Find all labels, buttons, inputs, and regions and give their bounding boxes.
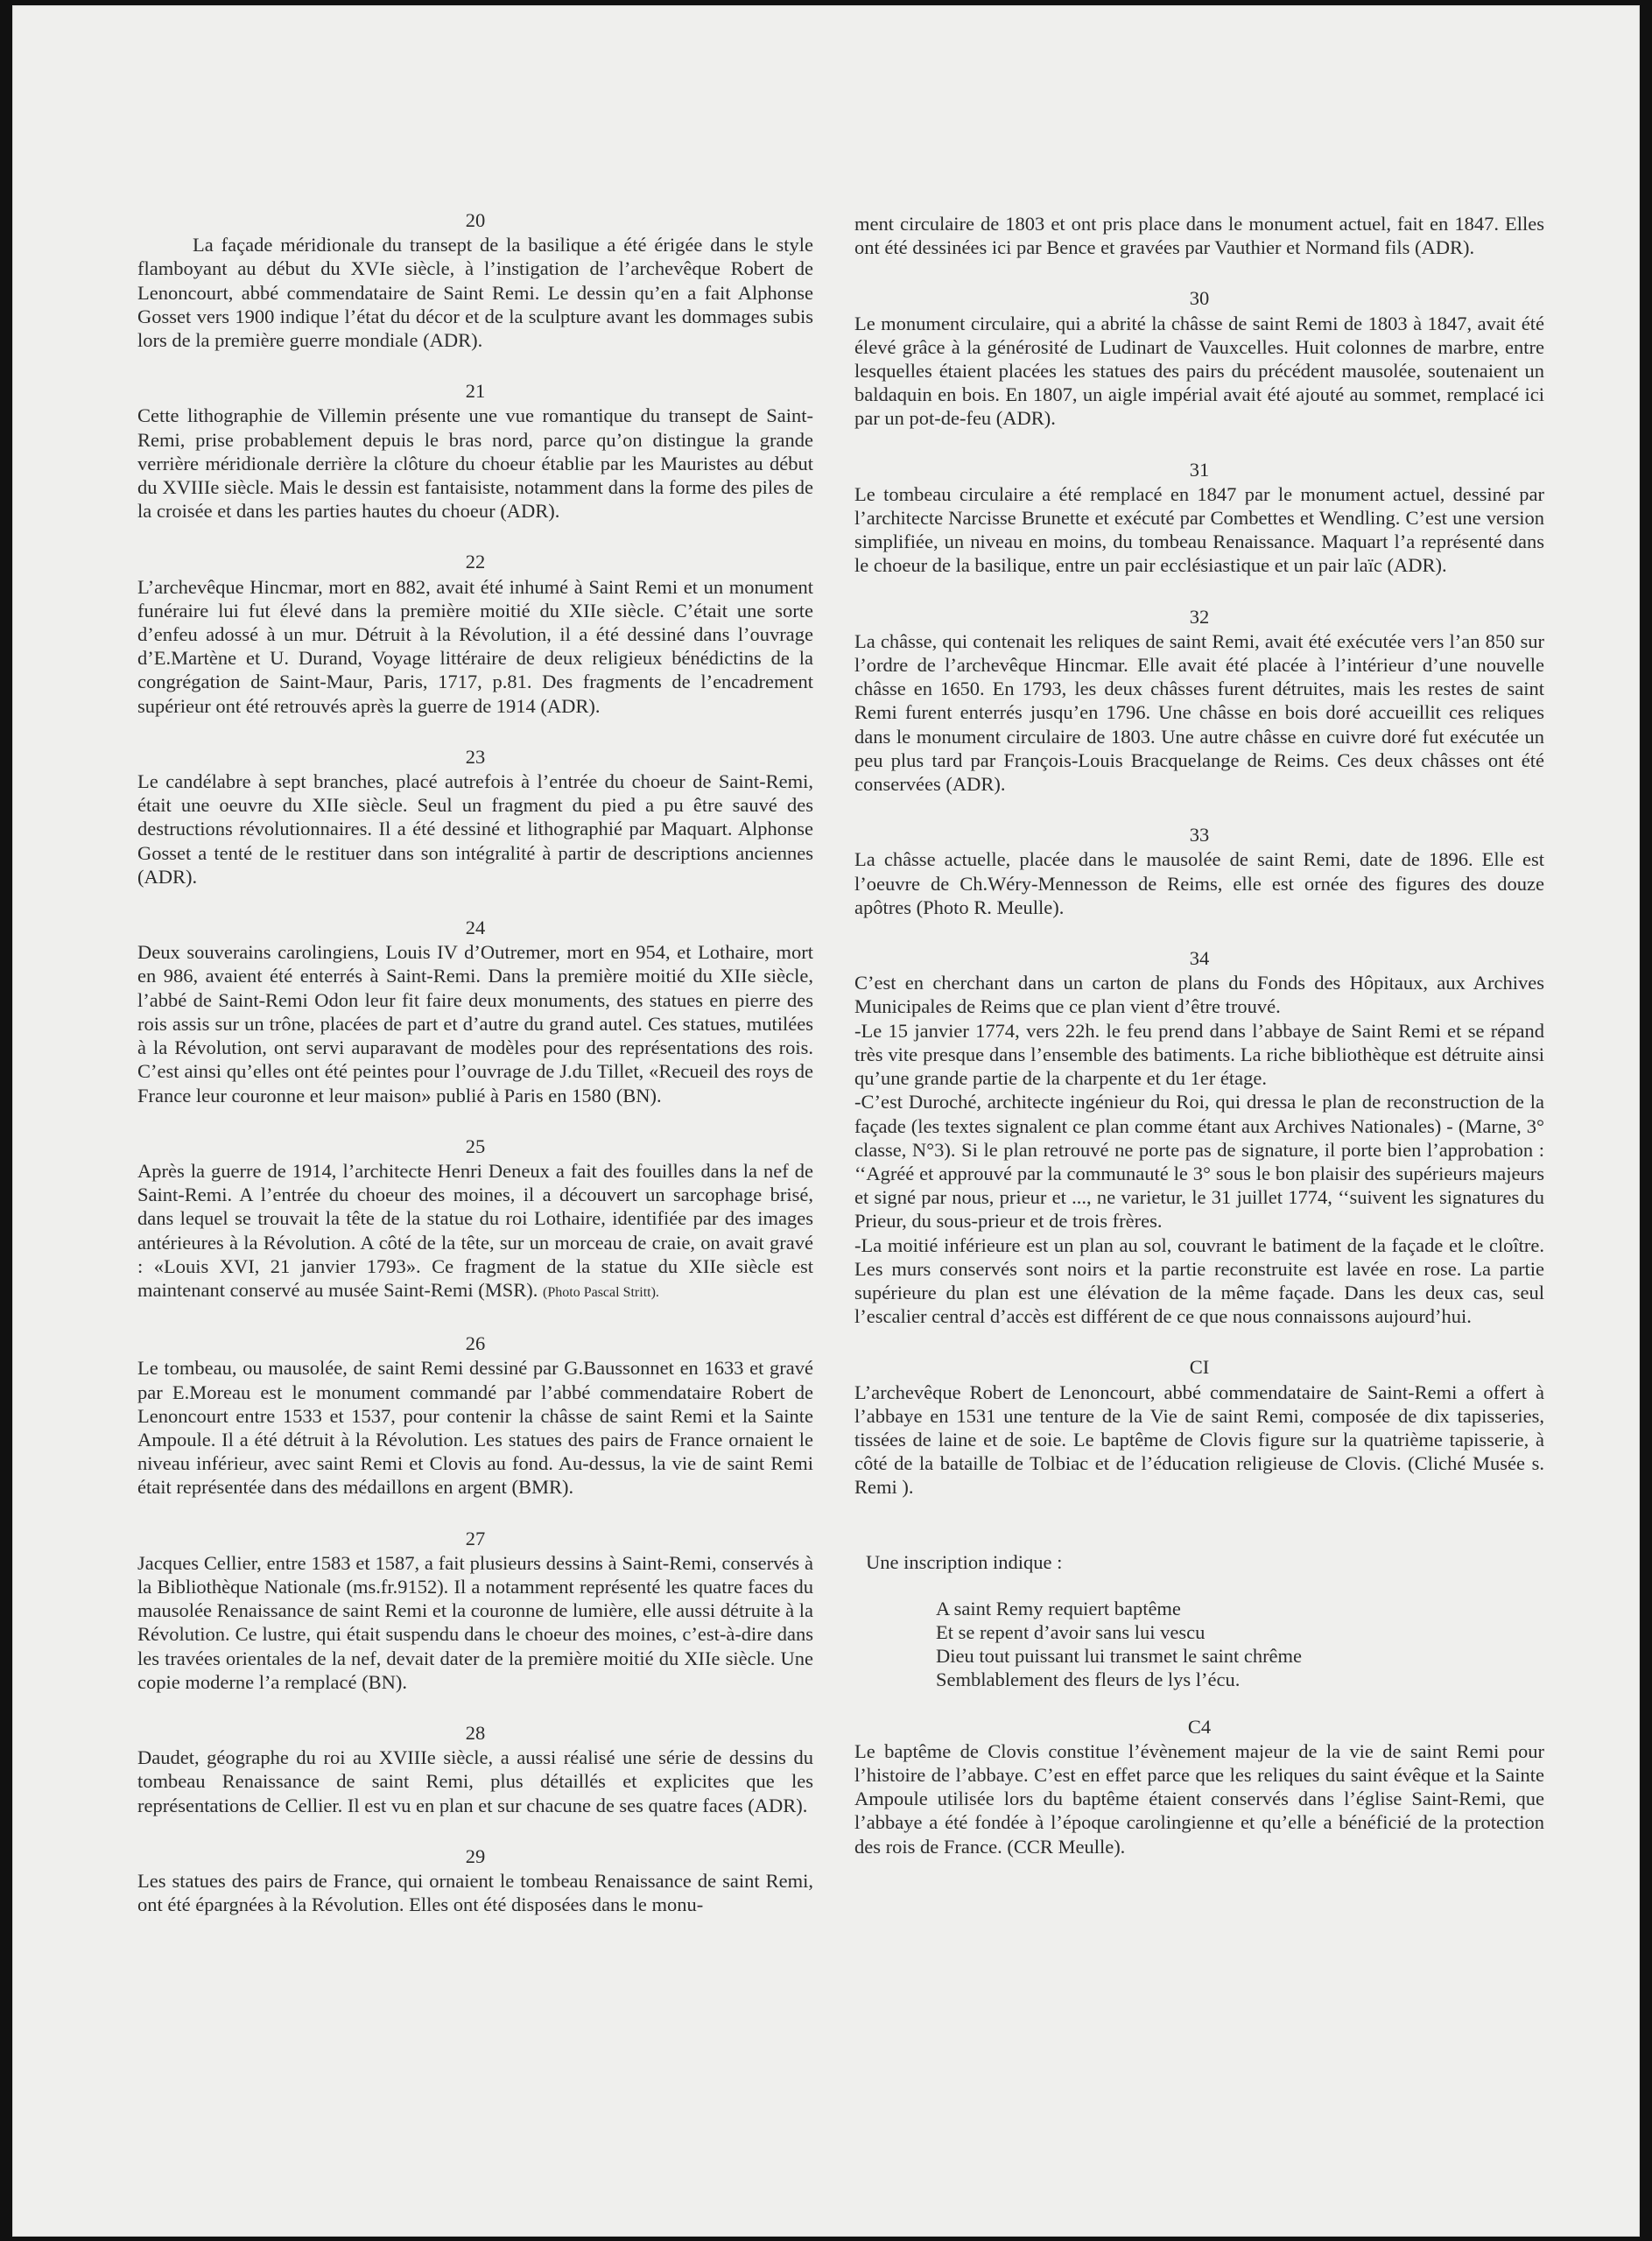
document-page (12, 5, 1640, 2237)
note-number: 25 (465, 1135, 486, 1157)
note-23 (137, 745, 813, 889)
note-29 (137, 1844, 813, 1917)
note-text: Daudet, géographe du roi au XVIIIe siècle, a aussi réalisé une série de dessins du tombeau Renaissance de saint Remi, plus détaillés et explicites que les représentations de Cellier. Il est vu en plan et sur chacune de ses quatre faces (ADR). (137, 1746, 813, 1816)
note-25 (137, 1135, 813, 1304)
note-text: Jacques Cellier, entre 1583 et 1587, a fait plusieurs dessins à Saint-Remi, conservés à la Bibliothèque Nationale (ms.fr.9152). Il a notamment représenté les quatre faces du mausolée Renaissance de saint Remi et la couronne de lumière, elle aussi détruite à la Révolution. Ce lustre, qui était suspendu dans le choeur des moines, c’est-à-dire dans les travées orientales de la nef, devait dater de la première moitié du XIIe siècle. Une copie moderne l’a remplacé (BN). (137, 1551, 813, 1693)
note-body: Après la guerre de 1914, l’architecte Henri Deneux a fait des fouilles dans la nef de Saint-Remi. A l’entrée du choeur des moines, il a découvert un sarcophage brisé, dans lequel se trouvait la tête de la statue du roi Lothaire, identifiée par des images antérieures à la Révolution. A côté de la tête, sur un morceau de craie, on avait gravé : «Louis XVI, 21 janvier 1793». Ce fragment de la statue du XIIe siècle est maintenant conservé au musée Saint-Remi (MSR). (137, 1159, 813, 1301)
note-text: L’archevêque Hincmar, mort en 882, avait été inhumé à Saint Remi et un monument funéraire lui fut élevé dans la première moitié du XIIe siècle. C’était une sorte d’enfeu adossé à un mur. Détruit à la Révolution, il a été dessiné dans l’ouvrage d’E.Martène et U. Durand, Voyage littéraire de deux religieux bénédictins de la congrégation de Saint-Maur, Paris, 1717, p.81. Des fragments de l’encadrement supérieur ont été retrouvés après la guerre de 1914 (ADR). (137, 575, 813, 717)
note-33 (854, 823, 1544, 919)
note-text (137, 1159, 813, 1304)
note-21 (137, 379, 813, 523)
note-27 (137, 1527, 813, 1694)
note-number: 26 (465, 1332, 486, 1355)
poem-line: A saint Remy requiert baptême (936, 1597, 1181, 1619)
note-text: La façade méridionale du transept de la basilique a été érigée dans le style flamboyant au début du XVIe siècle, à l’instigation de l’archevêque Robert de Lenoncourt, abbé commendataire de Saint Remi. Le dessin qu’en a fait Alphonse Gosset vers 1900 indique l’état du décor et de la sculpture avant les dommages subis lors de la première guerre mondiale (ADR). (137, 234, 813, 352)
note-paragraph: C’est en cherchant dans un carton de plans du Fonds des Hôpitaux, aux Archives Municipales de Reims que ce plan vient d’être trouvé. (854, 972, 1544, 1018)
note-22 (137, 550, 813, 717)
right-column (854, 212, 1544, 1886)
note-number: 29 (465, 1844, 486, 1867)
note-text: Le candélabre à sept branches, placé autrefois à l’entrée du choeur de Saint-Remi, était une oeuvre du XIIe siècle. Seul un fragment du pied a pu être sauvé des destructions révolutionnaires. Il a été dessiné et lithographié par Maquart. Alphonse Gosset a tenté de le restituer dans son intégralité à partir de descriptions anciennes (ADR). (137, 770, 813, 888)
note-number: 34 (1189, 947, 1210, 970)
note-text: ment circulaire de 1803 et ont pris place dans le monument actuel, fait en 1847. Elles ont été dessinées ici par Bence et gravées par Vauthier et Normand fils (ADR). (854, 213, 1544, 259)
note-text (854, 971, 1544, 1328)
note-24 (137, 916, 813, 1107)
note-text: Le monument circulaire, qui a abrité la châsse de saint Remi de 1803 à 1847, avait été élevé grâce à la générosité de Ludinart de Vauxcelles. Huit colonnes de marbre, entre lesquelles étaient placées les statues des pairs du précédent mausolée, soutenaient un baldaquin en bois. En 1807, un aigle impérial avait été ajouté au sommet, remplacé ici par un pot-de-feu (ADR). (854, 312, 1544, 430)
photo-credit: (Photo Pascal Stritt). (543, 1284, 659, 1300)
poem-line: Semblablement des fleurs de lys l’écu. (936, 1668, 1241, 1691)
note-number: 33 (1189, 824, 1210, 847)
note-text: L’archevêque Robert de Lenoncourt, abbé commendataire de Saint-Remi a offert à l’abbaye en 1531 une tenture de la Vie de saint Remi, composée de dix tapisseries, tissées de laine et de soie. Le baptême de Clovis figure sur la quatrième tapisserie, à côté de la bataille de Tolbiac et de l’éducation religieuse de Clovis. (Cliché Musée s. Remi ). (854, 1380, 1544, 1499)
note-number: 32 (1189, 605, 1210, 628)
note-paragraph: -C’est Duroché, architecte ingénieur du Roi, qui dressa le plan de reconstruction de la façade (les textes signalent ce plan comme étant aux Archives Nationales) - (Marne, 3° classe, N°3). Si le plan retrouvé ne porte pas de signature, il porte bien l’approbation : ‘‘Agréé et approuvé par la communauté le 3° sous le bon plaisir des supérieurs majeurs et signé par nous, prieur et ..., ne varietur, le 31 juillet 1774, ‘‘suivent les signatures du Prieur, du sous-prieur et de trois frères. (854, 1091, 1544, 1233)
note-34 (854, 946, 1544, 1328)
left-column (137, 208, 813, 1943)
note-number: 21 (465, 380, 486, 403)
note-number: 28 (465, 1721, 486, 1744)
note-number: CI (1189, 1356, 1210, 1379)
note-text: Le baptême de Clovis constitue l’évènement majeur de la vie de saint Remi pour l’histoire de l’abbaye. C’est en effet parce que les reliques du saint évêque et la Sainte Ampoule utilisée lors du baptême étaient conservés dans l’église Saint-Remi, que l’abbaye a été fondée à l’époque carolingienne et qu’elle a bénéficié de la protection des rois de France. (CCR Meulle). (854, 1739, 1544, 1858)
note-number: 20 (465, 209, 486, 231)
note-text: La châsse, qui contenait les reliques de saint Remi, avait été exécutée vers l’an 850 sur l’ordre de l’archevêque Hincmar. Elle avait été placée à l’intérieur d’une nouvelle châsse en 1650. En 1793, les deux châsses furent détruites, mais les restes de saint Remi furent enterrés jusqu’en 1796. Une châsse en bois doré accueillit ces reliques dans le monument circulaire de 1803. Une autre châsse en cuivre doré fut exécutée un peu plus tard par François-Louis Bracquelange de Reims. Ces deux châsses ont été conservées (ADR). (854, 629, 1544, 796)
note-text: Le tombeau circulaire a été remplacé en 1847 par le monument actuel, dessiné par l’architecte Narcisse Brunette et exécuté par Combettes et Wendling. C’est une version simplifiée, un niveau en moins, du tombeau Renaissance. Maquart l’a représenté dans le choeur de la basilique, entre un pair ecclésiastique et un pair laïc (ADR). (854, 482, 1544, 577)
note-paragraph: -La moitié inférieure est un plan au sol, couvrant le batiment de la façade et le cloître. Les murs conservés sont noirs et la partie reconstruite est lavée en rose. La partie supérieure du plan est une élévation de la même façade. Dans les deux cas, seul l’escalier central d’accès est différent de ce que nous connaissons aujourd’hui. (854, 1233, 1544, 1328)
inscription-intro: Une inscription indique : (866, 1550, 1063, 1573)
note-30 (854, 286, 1544, 430)
note-number: 22 (465, 551, 486, 573)
note-28 (137, 1721, 813, 1817)
note-26 (137, 1331, 813, 1499)
note-number: C4 (1187, 1715, 1212, 1738)
note-number: 24 (465, 917, 486, 939)
note-text: La châsse actuelle, placée dans le mausolée de saint Remi, date de 1896. Elle est l’oeuvre de Ch.Wéry-Mennesson de Reims, elle est ornée des figures des douze apôtres (Photo R. Meulle). (854, 848, 1544, 918)
note-20 (137, 208, 813, 352)
note-number: 27 (465, 1527, 486, 1549)
poem-line: Et se repent d’avoir sans lui vescu (936, 1620, 1206, 1643)
note-text: Cette lithographie de Villemin présente une vue romantique du transept de Saint-Remi, prise probablement depuis le bras nord, parce qu’on distingue la grande verrière méridionale derrière la clôture du choeur établie par les Mauristes au début du XVIIIe siècle. Mais le dessin est fantaisiste, notamment dans la forme des piles de la croisée et dans les parties hautes du choeur (ADR). (137, 404, 813, 523)
note-text: Les statues des pairs de France, qui ornaient le tombeau Renaissance de saint Remi, ont été épargnées à la Révolution. Elles ont été disposées dans le monu- (137, 1869, 813, 1916)
note-number: 30 (1189, 287, 1210, 310)
note-paragraph: -Le 15 janvier 1774, vers 22h. le feu prend dans l’abbaye de Saint Remi et se répand très vite presque dans l’ensemble des batiments. La riche bibliothèque est détruite ainsi qu’une grande partie de la charpente et du 1er étage. (854, 1019, 1544, 1090)
note-29-continued (854, 212, 1544, 259)
note-number: 23 (465, 745, 486, 768)
note-C4 (854, 1715, 1544, 1858)
note-text: Deux souverains carolingiens, Louis IV d’Outremer, mort en 954, et Lothaire, mort en 986, avaient été enterrés à Saint-Remi. Dans la première moitié du XIIe siècle, l’abbé de Saint-Remi Odon leur fit faire deux monuments, des statues en pierre des rois assis sur un trône, placées de part et d’autre du grand autel. Ces statues, mutilées à la Révolution, ont servi auparavant de modèles pour des représentations des rois. C’est ainsi qu’elles ont été peintes pour l’ouvrage de J.du Tillet, «Recueil des roys de France leur couronne et leur maison» publié à Paris en 1580 (BN). (137, 941, 813, 1106)
note-text: Le tombeau, ou mausolée, de saint Remi dessiné par G.Baussonnet en 1633 et gravé par E.Moreau est le monument commandé par l’abbé commendataire Robert de Lenoncourt entre 1533 et 1537, pour contenir la châsse de saint Remi et la Sainte Ampoule. Il a été détruit à la Révolution. Les statues des pairs de France ornaient le niveau inférieur, avec saint Remi et Clovis au fond. Au-dessus, la vie de saint Remi était représentée dans des médaillons en argent (BMR). (137, 1357, 813, 1499)
note-32 (854, 605, 1544, 797)
poem-line: Dieu tout puissant lui transmet le saint chrême (936, 1645, 1303, 1668)
note-31 (854, 458, 1544, 578)
inscription-poem (936, 1597, 1544, 1692)
note-CI (854, 1355, 1544, 1499)
note-number: 31 (1189, 458, 1210, 481)
